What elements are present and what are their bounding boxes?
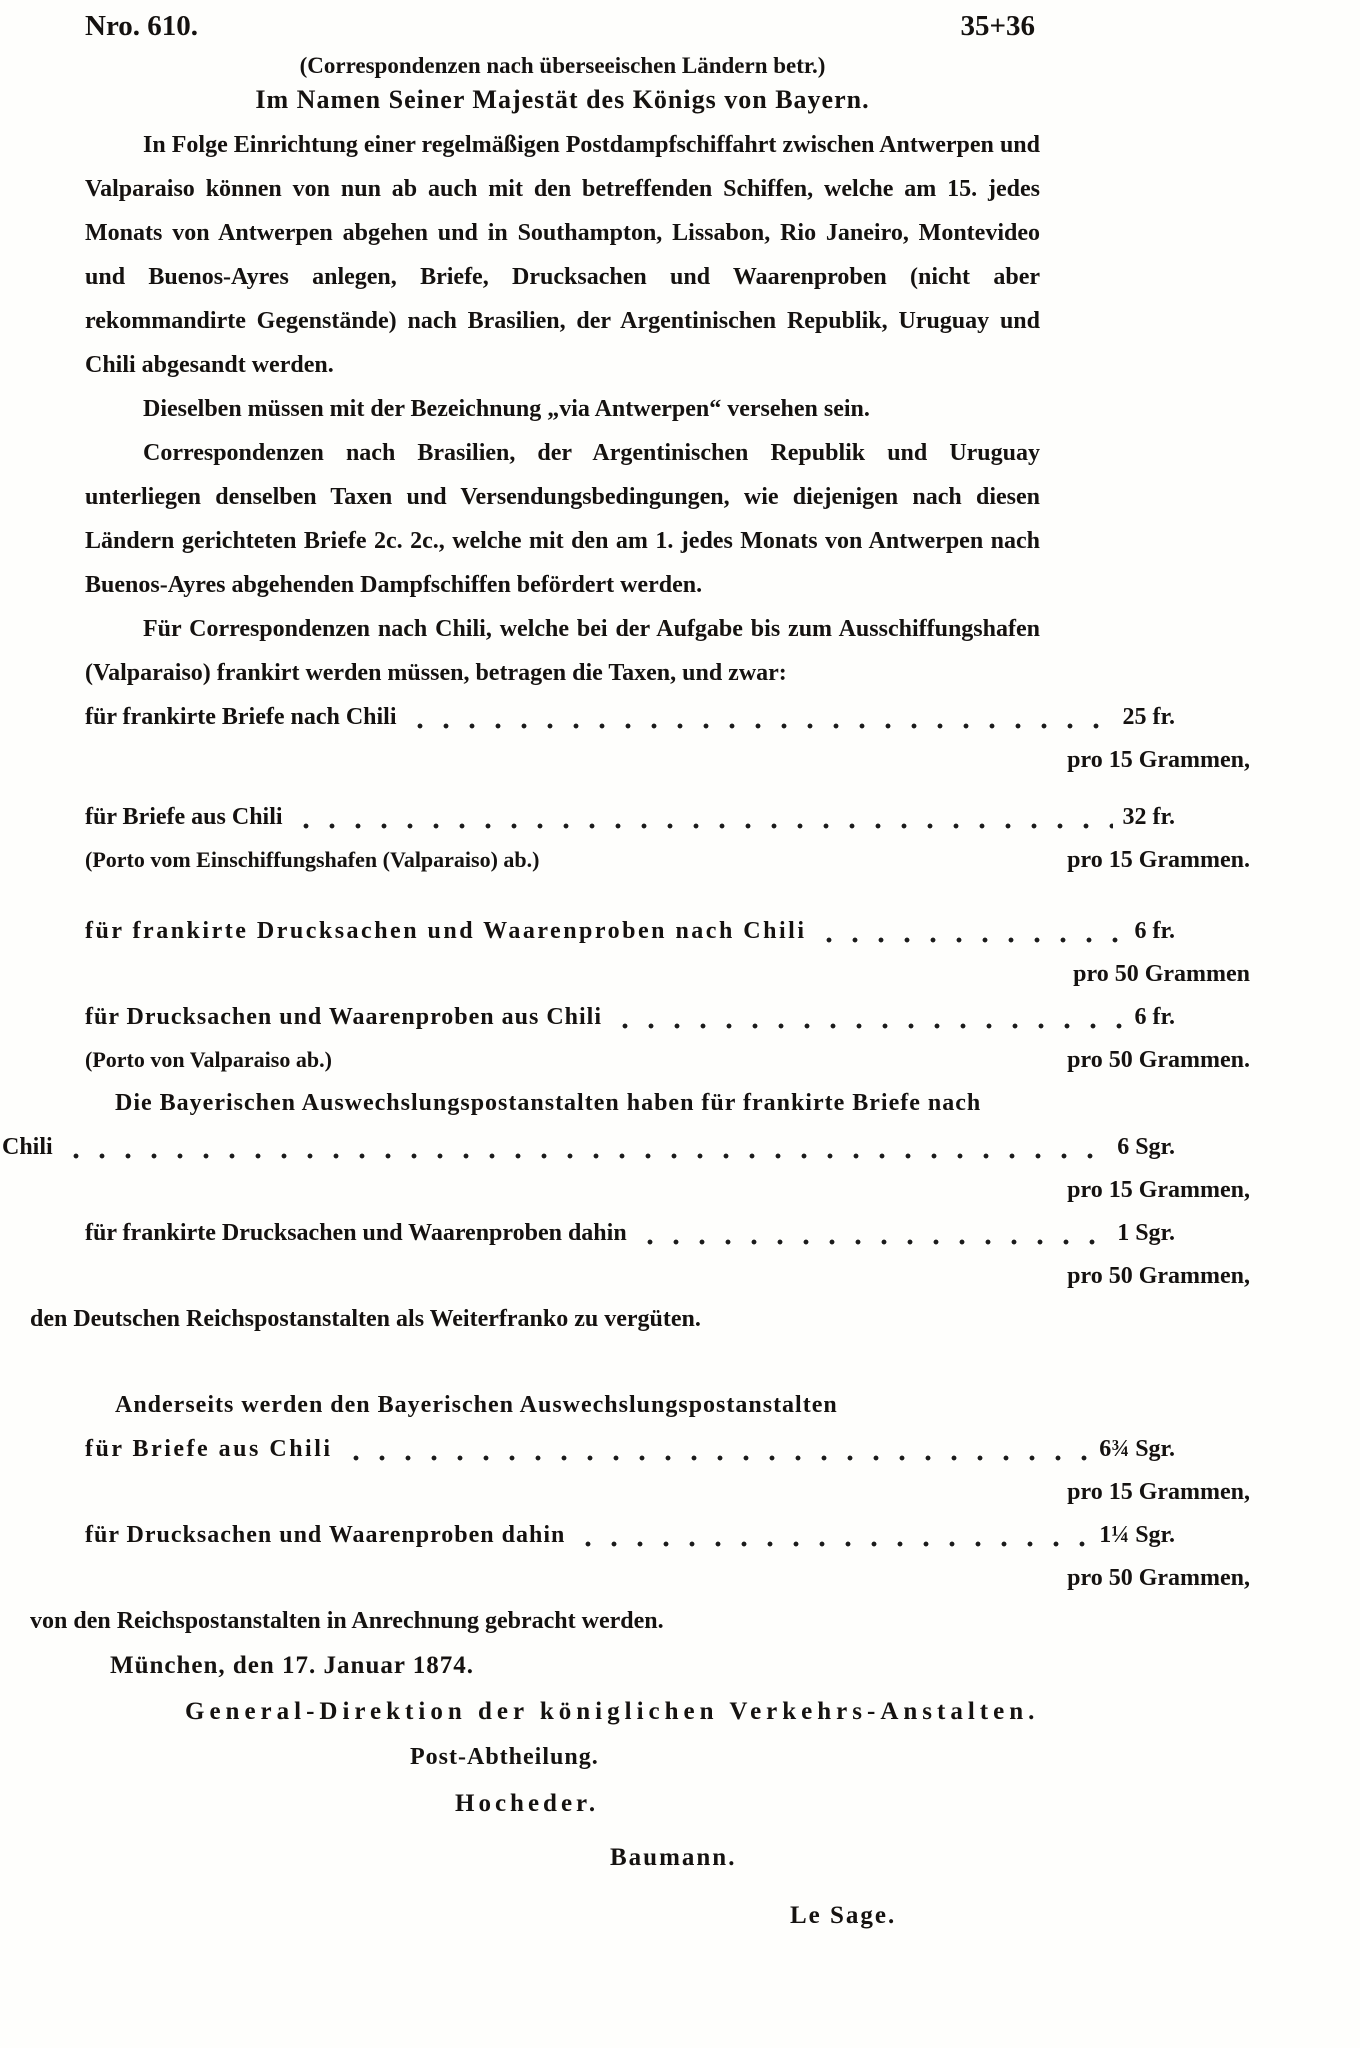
rate-label: für frankirte Briefe nach Chili xyxy=(85,704,397,730)
rate-unit: pro 15 Grammen, xyxy=(1067,1479,1250,1505)
page-header xyxy=(85,10,1035,43)
rate-row-franked-printed-matter-to-chili xyxy=(85,909,1175,953)
rate-unit: pro 50 Grammen. xyxy=(1067,1047,1250,1073)
signature-le-sage: Le Sage. xyxy=(790,1902,897,1929)
rate-unit: pro 15 Grammen. xyxy=(1067,847,1250,873)
rate-label: für Drucksachen und Waarenproben aus Chili xyxy=(85,1004,603,1030)
rate-value: 1¼ Sgr. xyxy=(1099,1522,1175,1548)
dot-leader xyxy=(407,721,1113,731)
rate-row-printed-matter-from-chili xyxy=(85,995,1175,1039)
department-line: Post-Abtheilung. xyxy=(410,1744,599,1770)
signature-baumann: Baumann. xyxy=(610,1844,737,1871)
doc-number: Nro. 610. xyxy=(85,10,199,42)
rate-unit-row xyxy=(85,1255,1250,1297)
rate-unit: pro 15 Grammen, xyxy=(1067,747,1250,773)
rate-row-bavarian-printed-matter xyxy=(85,1211,1175,1255)
rate-label: für Drucksachen und Waarenproben dahin xyxy=(85,1522,566,1548)
rate-label: Chili xyxy=(2,1134,53,1160)
dot-leader xyxy=(63,1151,1108,1161)
rate-label: für Briefe aus Chili xyxy=(85,1436,333,1462)
rate-unit-row xyxy=(85,1557,1250,1599)
rate-row-franked-letters-to-chili xyxy=(85,695,1175,739)
rate-value: 32 fr. xyxy=(1122,804,1175,830)
royal-proclamation-heading: Im Namen Seiner Majestät des Königs von Bayern. xyxy=(255,85,870,114)
paragraph-chili-taxen: Für Correspondenzen nach Chili, welche bei der Aufgabe bis zum Ausschiffungshafen (Valparaiso) frankirt werden müssen, betragen die Taxen, und zwar: xyxy=(85,616,1040,686)
rate-label: für Briefe aus Chili xyxy=(85,804,283,830)
paragraph-intro: In Folge Einrichtung einer regelmäßigen Postdampfschiffahrt zwischen Antwerpen und Valparaiso können von nun ab auch mit den betreffenden Schiffen, welche am 15. jedes Monats von Antwerpen abgehen und in Southampton, Lissabon, Rio Janeiro, Montevideo und Buenos-Ayres anlegen, Briefe, Drucksachen und Waarenproben (nicht aber rekommandirte Gegenstände) nach Brasilien, der Argentinischen Republik, Uruguay und Chili abgesandt werden. xyxy=(85,132,1040,378)
subject-line: (Correspondenzen nach überseeischen Ländern betr.) xyxy=(299,53,826,78)
dot-leader xyxy=(343,1453,1090,1463)
reverse-section-outro: von den Reichspostanstalten in Anrechnung gebracht werden. xyxy=(30,1608,664,1634)
dateline: München, den 17. Januar 1874. xyxy=(110,1652,475,1679)
rate-value: 6 Sgr. xyxy=(1117,1134,1175,1160)
page-number: 35+36 xyxy=(960,10,1035,42)
rate-value: 25 fr. xyxy=(1122,704,1175,730)
rate-row-reverse-printed-matter xyxy=(85,1513,1175,1557)
signature-hocheder: Hocheder. xyxy=(455,1790,600,1817)
dot-leader xyxy=(637,1237,1108,1247)
dot-leader xyxy=(816,935,1124,945)
rate-row-letters-from-chili xyxy=(85,795,1175,839)
rate-value: 6¾ Sgr. xyxy=(1099,1436,1175,1462)
rate-unit: pro 50 Grammen, xyxy=(1067,1565,1250,1591)
rate-label: für frankirte Drucksachen und Waarenproben nach Chili xyxy=(85,918,807,944)
rate-unit-row xyxy=(85,1169,1250,1211)
rate-unit: pro 50 Grammen, xyxy=(1067,1263,1250,1289)
paragraph-via-antwerpen: Dieselben müssen mit der Bezeichnung „via Antwerpen“ versehen sein. xyxy=(143,396,870,422)
porto-note: (Porto vom Einschiffungshafen (Valparaiso) ab.) xyxy=(85,847,540,872)
rate-unit: pro 15 Grammen, xyxy=(1067,1177,1250,1203)
issuer-line: General-Direktion der königlichen Verkehrs-Anstalten. xyxy=(185,1698,1040,1725)
rate-value: 6 fr. xyxy=(1134,1004,1175,1030)
rate-label: für frankirte Drucksachen und Waarenproben dahin xyxy=(85,1220,627,1246)
bavarian-section-outro: den Deutschen Reichspostanstalten als Weiterfranko zu vergüten. xyxy=(30,1306,701,1332)
rate-value: 1 Sgr. xyxy=(1117,1220,1175,1246)
rate-value: 6 fr. xyxy=(1134,918,1175,944)
rate-unit: pro 50 Grammen xyxy=(1073,961,1250,987)
paragraph-brasilien-taxen: Correspondenzen nach Brasilien, der Argentinischen Republik und Uruguay unterliegen denselben Taxen und Versendungsbedingungen, wie diejenigen nach diesen Ländern gerichteten Briefe 2c. 2c., welche mit den am 1. jedes Monats von Antwerpen nach Buenos-Ayres abgehenden Dampfschiffen befördert werden. xyxy=(85,440,1040,598)
dot-leader xyxy=(612,1021,1125,1031)
rate-unit-row xyxy=(85,1039,1250,1081)
porto-note: (Porto von Valparaiso ab.) xyxy=(85,1047,332,1072)
rate-unit-row xyxy=(85,953,1250,995)
bavarian-section-intro: Die Bayerischen Auswechslungspostanstalten haben für frankirte Briefe nach xyxy=(115,1090,982,1116)
rate-unit-row xyxy=(85,839,1250,881)
rate-unit-row xyxy=(85,1471,1250,1513)
dot-leader xyxy=(293,821,1113,831)
rate-row-reverse-letters-from-chili xyxy=(85,1427,1175,1471)
dot-leader xyxy=(575,1539,1089,1549)
rate-row-bavarian-letters-chili xyxy=(2,1125,1175,1169)
rate-unit-row xyxy=(85,739,1250,781)
reverse-section-intro: Anderseits werden den Bayerischen Auswechslungspostanstalten xyxy=(115,1392,838,1418)
